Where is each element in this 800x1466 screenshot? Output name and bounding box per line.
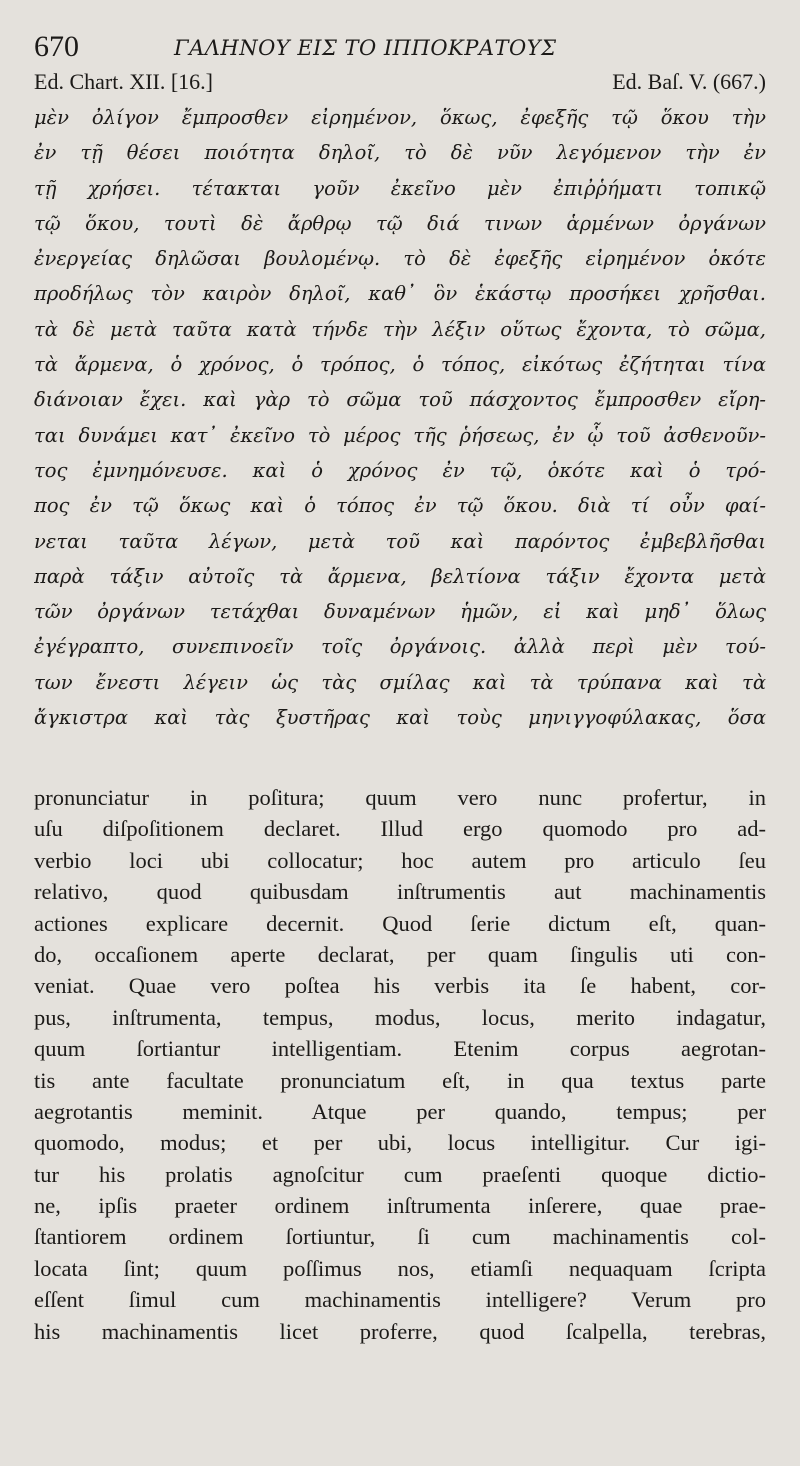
greek-line: διάνοιαν ἔχει. καὶ γὰρ τὸ σῶμα τοῦ πάσχοντος ἔμπροσθεν εἴρη- (34, 388, 766, 412)
latin-line: verbio loci ubi collocatur; hoc autem pro articulo ſeu (34, 847, 766, 873)
greek-line: ἐνεργείας δηλῶσαι βουλομένῳ. τὸ δὲ ἐφεξῆς εἰρημένον ὁκότε (34, 247, 766, 271)
latin-line: tur his prolatis agnoſcitur cum praeſenti quoque dictio- (34, 1161, 766, 1187)
latin-line: quomodo, modus; et per ubi, locus intelligitur. Cur igi- (34, 1130, 766, 1156)
latin-line: veniat. Quae vero poſtea his verbis ita ſe habent, cor- (34, 973, 766, 999)
greek-text-block (34, 100, 766, 735)
edition-basel-reference: Ed. Baſ. V. (667.) (612, 69, 766, 94)
latin-line: pus, inſtrumenta, tempus, modus, locus, merito indagatur, (34, 1004, 766, 1030)
latin-text-block (34, 782, 766, 1347)
latin-line: do, occaſionem aperte declarat, per quam ſingulis uti con- (34, 941, 766, 967)
greek-line: τὰ ἄρμενα, ὁ χρόνος, ὁ τρόπος, ὁ τόπος, εἰκότως ἐζήτηται τίνα (34, 353, 766, 377)
greek-line: ἄγκιστρα καὶ τὰς ξυστῆρας καὶ τοὺς μηνιγγοφύλακας, ὅσα (34, 706, 766, 730)
greek-line: τῇ χρήσει. τέτακται γοῦν ἐκεῖνο μὲν ἐπιῤῥήματι τοπικῷ (34, 176, 766, 200)
greek-line: τῶν ὀργάνων τετάχθαι δυναμένων ἡμῶν, εἰ καὶ μηδ᾽ ὅλως (34, 600, 766, 624)
latin-line: uſu diſpoſitionem declaret. Illud ergo quomodo pro ad- (34, 816, 766, 842)
latin-line: actiones explicare decernit. Quod ſerie dictum eſt, quan- (34, 910, 766, 936)
latin-line: tis ante facultate pronunciatum eſt, in qua textus parte (34, 1067, 766, 1093)
greek-line: τὰ δὲ μετὰ ταῦτα κατὰ τήνδε τὴν λέξιν οὕτως ἔχοντα, τὸ σῶμα, (34, 317, 766, 341)
running-head (34, 30, 766, 66)
greek-line: παρὰ τάξιν αὐτοῖς τὰ ἄρμενα, βελτίονα τάξιν ἔχοντα μετὰ (34, 564, 766, 588)
latin-line: ſtantiorem ordinem ſortiuntur, ſi cum machinamentis col- (34, 1224, 766, 1250)
latin-line: aegrotantis meminit. Atque per quando, tempus; per (34, 1098, 766, 1124)
latin-line: his machinamentis licet proferre, quod ſcalpella, terebras, (34, 1318, 766, 1344)
greek-line: τῷ ὅκου, τουτὶ δὲ ἄρθρῳ τῷ διά τινων ἁρμένων ὀργάνων (34, 211, 766, 235)
latin-line: quum ſortiantur intelligentiam. Etenim corpus aegrotan- (34, 1036, 766, 1062)
greek-line: ται δυνάμει κατ᾽ ἐκεῖνο τὸ μέρος τῆς ῥήσεως, ἐν ᾧ τοῦ ἀσθενοῦν- (34, 423, 766, 447)
latin-line: ne, ipſis praeter ordinem inſtrumenta inſerere, quae prae- (34, 1193, 766, 1219)
greek-line: ἐγέγραπτο, συνεπινοεῖν τοῖς ὀργάνοις. ἀλλὰ περὶ μὲν τού- (34, 635, 766, 659)
greek-line: των ἔνεστι λέγειν ὡς τὰς σμίλας καὶ τὰ τρύπανα καὶ τὰ (34, 670, 766, 694)
latin-line: locata ſint; quum poſſimus nos, etiamſi nequaquam ſcripta (34, 1255, 766, 1281)
greek-line: προδήλως τὸν καιρὸν δηλοῖ, καθ᾽ ὃν ἑκάστῳ προσήκει χρῆσθαι. (34, 282, 766, 306)
greek-line: ἐν τῇ θέσει ποιότητα δηλοῖ, τὸ δὲ νῦν λεγόμενον τὴν ἐν (34, 141, 766, 165)
edition-references (34, 68, 766, 98)
greek-line: μὲν ὀλίγον ἔμπροσθεν εἰρημένον, ὅκως, ἐφεξῆς τῷ ὅκου τὴν (34, 106, 766, 129)
greek-line: πος ἐν τῷ ὅκως καὶ ὁ τόπος ἐν τῷ ὅκου. διὰ τί οὖν φαί- (34, 494, 766, 518)
latin-line: pronunciatur in poſitura; quum vero nunc profertur, in (34, 785, 766, 810)
page-number: 670 (34, 30, 79, 63)
running-title: ΓΑΛΗΝΟΥ ΕΙΣ ΤΟ ΙΠΠΟΚΡΑΤΟΥΣ (174, 36, 557, 60)
greek-line: νεται ταῦτα λέγων, μετὰ τοῦ καὶ παρόντος ἐμβεβλῆσθαι (34, 529, 766, 553)
greek-line: τος ἐμνημόνευσε. καὶ ὁ χρόνος ἐν τῷ, ὁκότε καὶ ὁ τρό- (34, 458, 766, 482)
latin-line: eſſent ſimul cum machinamentis intelligere? Verum pro (34, 1287, 766, 1313)
latin-line: relativo, quod quibusdam inſtrumentis aut machinamentis (34, 879, 766, 905)
edition-chartier-reference: Ed. Chart. XII. [16.] (34, 69, 214, 94)
